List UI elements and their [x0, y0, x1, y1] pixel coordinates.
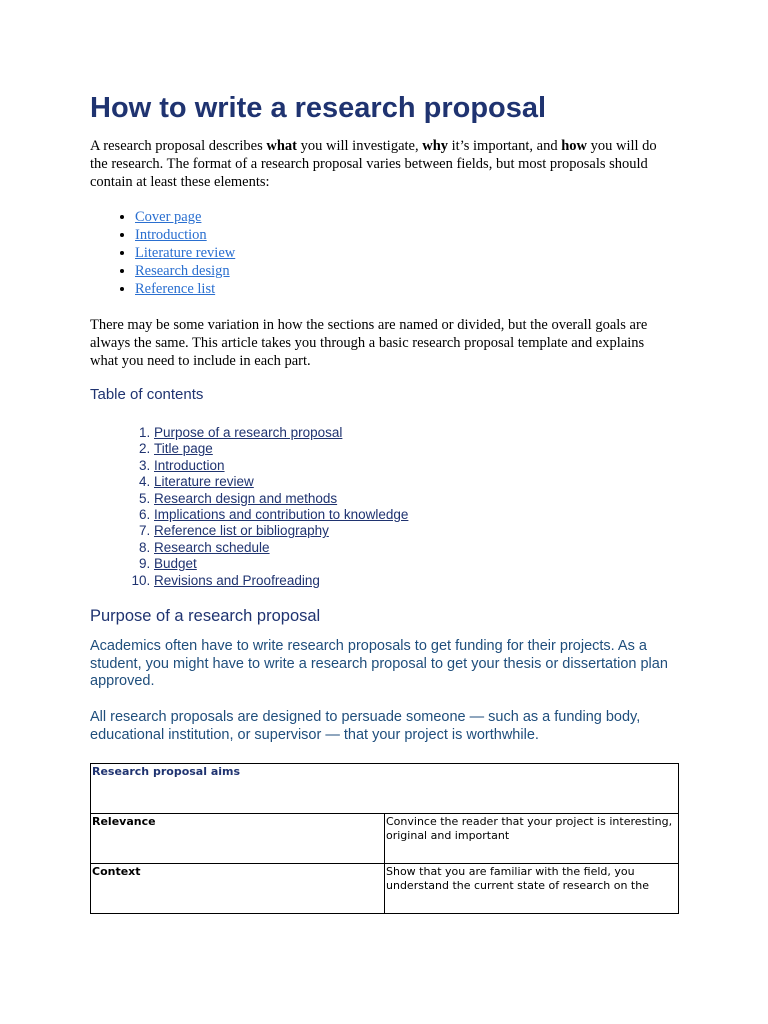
page-title: How to write a research proposal: [90, 92, 547, 124]
list-item: [135, 280, 235, 298]
list-item: [135, 244, 235, 262]
table-of-contents: [130, 425, 408, 589]
aims-table-header: Research proposal aims: [91, 764, 679, 814]
toc-item: [154, 441, 408, 457]
link-cover-page[interactable]: Cover page: [135, 209, 202, 225]
toc-link-reference-list[interactable]: Reference list or bibliography: [154, 523, 329, 539]
toc-item: [154, 573, 408, 589]
row-text-context: Show that you are familiar with the field, you understand the current state of research on the: [385, 864, 679, 914]
intro-text-3: it’s important, and: [448, 138, 562, 154]
link-research-design[interactable]: Research design: [135, 263, 230, 279]
table-row: [91, 764, 679, 814]
toc-item: [154, 425, 408, 441]
intro-paragraph: [90, 137, 670, 191]
toc-item: [154, 540, 408, 556]
row-label-relevance: Relevance: [91, 814, 385, 864]
toc-item: [154, 556, 408, 572]
intro-bold-how: how: [561, 138, 587, 154]
variation-paragraph: There may be some variation in how the sections are named or divided, but the overall goals are always the same. This article takes you through a basic research proposal template and explains what you need to include in each part.: [90, 317, 648, 369]
toc-item: [154, 474, 408, 490]
table-row: [91, 864, 679, 914]
toc-link-revisions[interactable]: Revisions and Proofreading: [154, 572, 320, 588]
list-item: [135, 226, 235, 244]
toc-link-purpose[interactable]: Purpose of a research proposal: [154, 425, 343, 440]
intro-text-2: you will investigate,: [296, 138, 423, 154]
toc-link-research-design[interactable]: Research design and methods: [154, 490, 338, 506]
table-row: [91, 814, 679, 864]
row-label-context: Context: [91, 864, 385, 914]
toc-link-implications[interactable]: Implications and contribution to knowledge: [154, 507, 409, 523]
toc-link-budget[interactable]: Budget: [154, 556, 197, 572]
purpose-paragraph-1: Academics often have to write research proposals to get funding for their projects. As a student, you might have to write a research proposal to get your thesis or dissertation plan approved.: [90, 638, 668, 689]
elements-list: [110, 208, 235, 298]
toc-link-title-page[interactable]: Title page: [154, 441, 213, 457]
toc-link-literature-review[interactable]: Literature review: [154, 474, 254, 490]
toc-link-introduction[interactable]: Introduction: [154, 457, 225, 473]
list-item: [135, 208, 235, 226]
row-text-relevance: Convince the reader that your project is interesting, original and important: [385, 814, 679, 864]
intro-text-1: A research proposal describes: [90, 138, 267, 154]
link-introduction[interactable]: Introduction: [135, 227, 207, 243]
intro-bold-why: why: [422, 138, 449, 154]
purpose-heading: Purpose of a research proposal: [90, 607, 321, 625]
toc-item: [154, 458, 408, 474]
purpose-paragraph-2: All research proposals are designed to persuade someone — such as a funding body, educational institution, or supervisor — that your project is worthwhile.: [90, 709, 641, 743]
toc-link-research-schedule[interactable]: Research schedule: [154, 539, 270, 555]
link-reference-list[interactable]: Reference list: [135, 281, 216, 297]
intro-text-4: you will do the research. The format of a research proposal varies between fields, but most proposals should contain at least these elements:: [90, 138, 657, 190]
aims-table: [90, 763, 679, 914]
toc-item: [154, 523, 408, 539]
list-item: [135, 262, 235, 280]
link-literature-review[interactable]: Literature review: [135, 245, 236, 261]
toc-item: [154, 507, 408, 523]
toc-item: [154, 491, 408, 507]
toc-heading: Table of contents: [90, 386, 204, 403]
intro-bold-what: what: [266, 138, 297, 154]
